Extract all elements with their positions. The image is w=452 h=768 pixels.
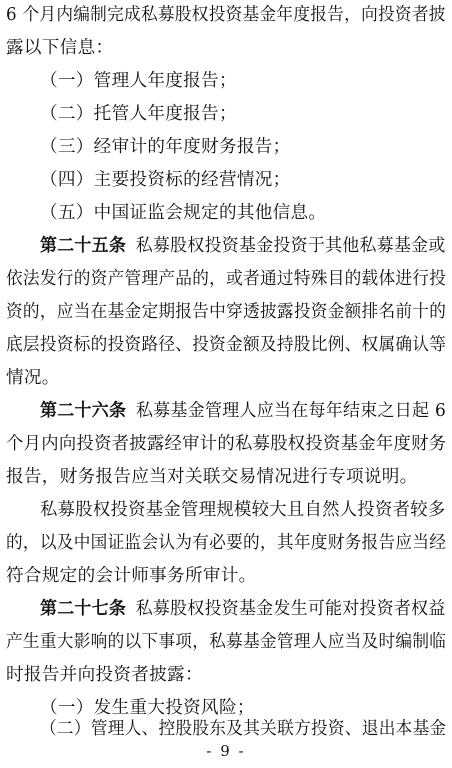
text-line: 的，以及中国证监会认为有必要的，其年度财务报告应当经: [6, 533, 447, 553]
list-item: （二）管理人、控股股东及其关联方投资、退出本基金: [40, 719, 447, 739]
text-line: 底层投资标的投资路径、投资金额及持股比例、权属确认等: [6, 335, 447, 355]
page-number: - 9 -: [206, 742, 246, 760]
article-heading: 第二十五条: [40, 236, 127, 256]
article-text: 私募股权投资基金投资于其他私募基金或: [135, 236, 446, 256]
article-27-first-line: [40, 598, 446, 620]
text-line: 依法发行的资产管理产品的，或者通过特殊目的载体进行投: [6, 269, 447, 289]
article-25-first-line: [40, 235, 446, 257]
list-item: （二）托管人年度报告；: [40, 104, 237, 124]
text-line: 产生重大影响的以下事项，私募基金管理人应当及时编制临: [6, 632, 447, 652]
list-item: （一）管理人年度报告；: [40, 71, 237, 91]
list-item: （一）发生重大投资风险；: [40, 698, 255, 718]
text-line: 6 个月内编制完成私募股权投资基金年度报告，向投资者披: [6, 5, 446, 25]
text-line: 时报告并向投资者披露：: [6, 665, 203, 685]
text-line: 资的，应当在基金定期报告中穿透披露投资金额排名前十的: [6, 302, 447, 322]
article-26-first-line: [40, 400, 446, 422]
list-item: （三）经审计的年度财务报告；: [40, 137, 291, 157]
article-heading: 第二十七条: [40, 599, 127, 619]
text-line: 报告，财务报告应当对关联交易情况进行专项说明。: [6, 467, 418, 487]
article-heading: 第二十六条: [40, 401, 127, 421]
text-line: 情况。: [6, 368, 60, 388]
text-line: 符合规定的会计师事务所审计。: [6, 566, 257, 586]
list-item: （五）中国证监会规定的其他信息。: [40, 203, 327, 223]
article-text: 私募股权投资基金发生可能对投资者权益: [135, 599, 446, 619]
article-text: 私募基金管理人应当在每年结束之日起 6: [135, 401, 447, 421]
paragraph-first-line: 私募股权投资基金管理规模较大且自然人投资者较多: [40, 500, 446, 520]
text-line: 露以下信息：: [6, 38, 114, 58]
list-item: （四）主要投资标的经营情况；: [40, 170, 291, 190]
text-line: 个月内向投资者披露经审计的私募股权投资基金年度财务: [6, 434, 447, 454]
